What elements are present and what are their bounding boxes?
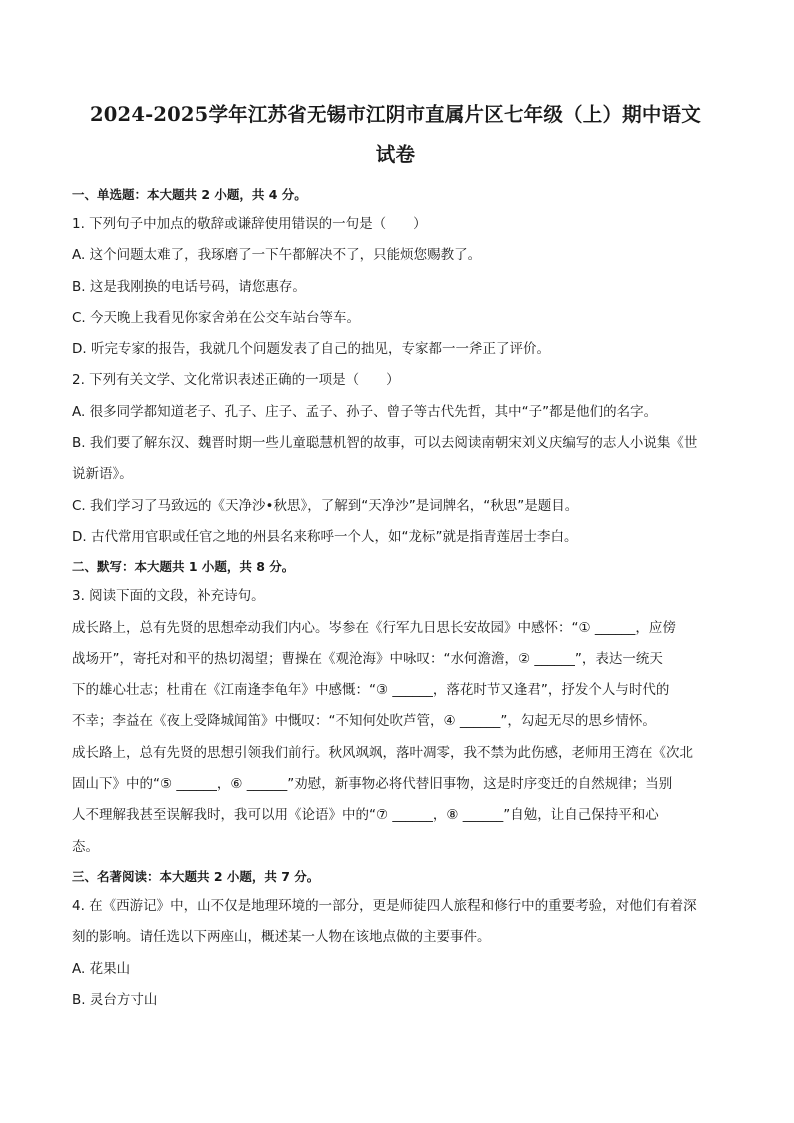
question-4-option-a: A. 花果山 — [72, 960, 131, 977]
paragraph-line: 下的雄心壮志；杜甫在《江南逢李龟年》中感慨：“③ ______，落花时节又逢君”，抒发个人与时代的 — [72, 682, 670, 699]
question-2-option-d: D. 古代常用官职或任官之地的州县名来称呼一个人，如“龙标”就是指青莲居士李白。 — [72, 528, 578, 545]
section-heading-single-choice: 一、单选题：本大题共 2 小题，共 4 分。 — [72, 187, 307, 202]
question-3-stem: 3. 阅读下面的文段，补充诗句。 — [72, 588, 265, 605]
question-3-paragraph-2 — [72, 738, 719, 863]
section-heading-classic-reading: 三、名著阅读：本大题共 2 小题，共 7 分。 — [72, 868, 320, 884]
paragraph-line: 不幸；李益在《夜上受降城闻笛》中慨叹：“不知何处吹芦管，④ ______”，勾起无尽的思乡情怀。 — [72, 713, 656, 730]
question-2-stem: 2. 下列有关文学、文化常识表述正确的一项是（ ） — [72, 372, 400, 389]
question-1-option-a: A. 这个问题太难了，我琢磨了一下午都解决不了，只能烦您赐教了。 — [72, 247, 482, 264]
paragraph-line: 战场开”，寄托对和平的热切渴望；曹操在《观沧海》中咏叹：“水何澹澹，② ______”，表达一统天 — [72, 650, 663, 667]
question-1-stem: 1. 下列句子中加点的敬辞或谦辞使用错误的一句是（ ） — [72, 216, 427, 232]
question-4-stem-line-2: 刻的影响。请任选以下两座山，概述某一人物在该地点做的主要事件。 — [72, 929, 491, 946]
question-2-option-a: A. 很多同学都知道老子、孔子、庄子、孟子、孙子、曾子等古代先哲，其中“子”都是他们的名字。 — [72, 403, 658, 420]
question-2-option-c: C. 我们学习了马致远的《天净沙•秋思》，了解到“天净沙”是词牌名，“秋思”是题目。 — [72, 497, 579, 514]
question-4-stem-line-1: 4. 在《西游记》中，山不仅是地理环境的一部分，更是师徒四人旅程和修行中的重要考验，对他们有着深 — [72, 897, 697, 914]
question-3-paragraph-1 — [72, 613, 719, 738]
paragraph-line: 固山下》中的“⑤ ______，⑥ ______”劝慰，新事物必将代替旧事物，这是时序变迁的自然规律；当别 — [72, 776, 673, 793]
question-1-option-c: C. 今天晚上我看见你家舍弟在公交车站台等车。 — [72, 309, 361, 326]
question-4-option-b: B. 灵台方寸山 — [72, 991, 158, 1008]
exam-title — [72, 95, 719, 175]
question-1-option-d: D. 听完专家的报告，我就几个问题发表了自己的拙见，专家都一一斧正了评价。 — [72, 341, 550, 358]
paragraph-line: 成长路上，总有先贤的思想引领我们前行。秋风飒飒，落叶凋零，我不禁为此伤感，老师用王湾在《次北 — [72, 744, 693, 761]
question-1-option-b: B. 这是我刚换的电话号码，请您惠存。 — [72, 278, 306, 295]
question-2-option-b-line-2: 说新语》。 — [72, 466, 133, 483]
paragraph-line: 态。 — [72, 838, 99, 855]
paragraph-line: 人不理解我甚至误解我时，我可以用《论语》中的“⑦ ______，⑧ ______”自勉，让自己保持平和心 — [72, 807, 659, 824]
paragraph-line: 成长路上，总有先贤的思想牵动我们内心。岑参在《行军九日思长安故园》中感怀：“① ______，应傍 — [72, 619, 676, 636]
section-heading-dictation: 二、默写：本大题共 1 小题，共 8 分。 — [72, 559, 295, 575]
exam-title-line-1: 2024-2025学年江苏省无锡市江阴市直属片区七年级（上）期中语文 — [90, 103, 701, 126]
exam-title-line-2: 试卷 — [375, 143, 416, 166]
question-2-option-b-line-1: B. 我们要了解东汉、魏晋时期一些儿童聪慧机智的故事，可以去阅读南朝宋刘义庆编写的志人小说集《世 — [72, 435, 698, 452]
